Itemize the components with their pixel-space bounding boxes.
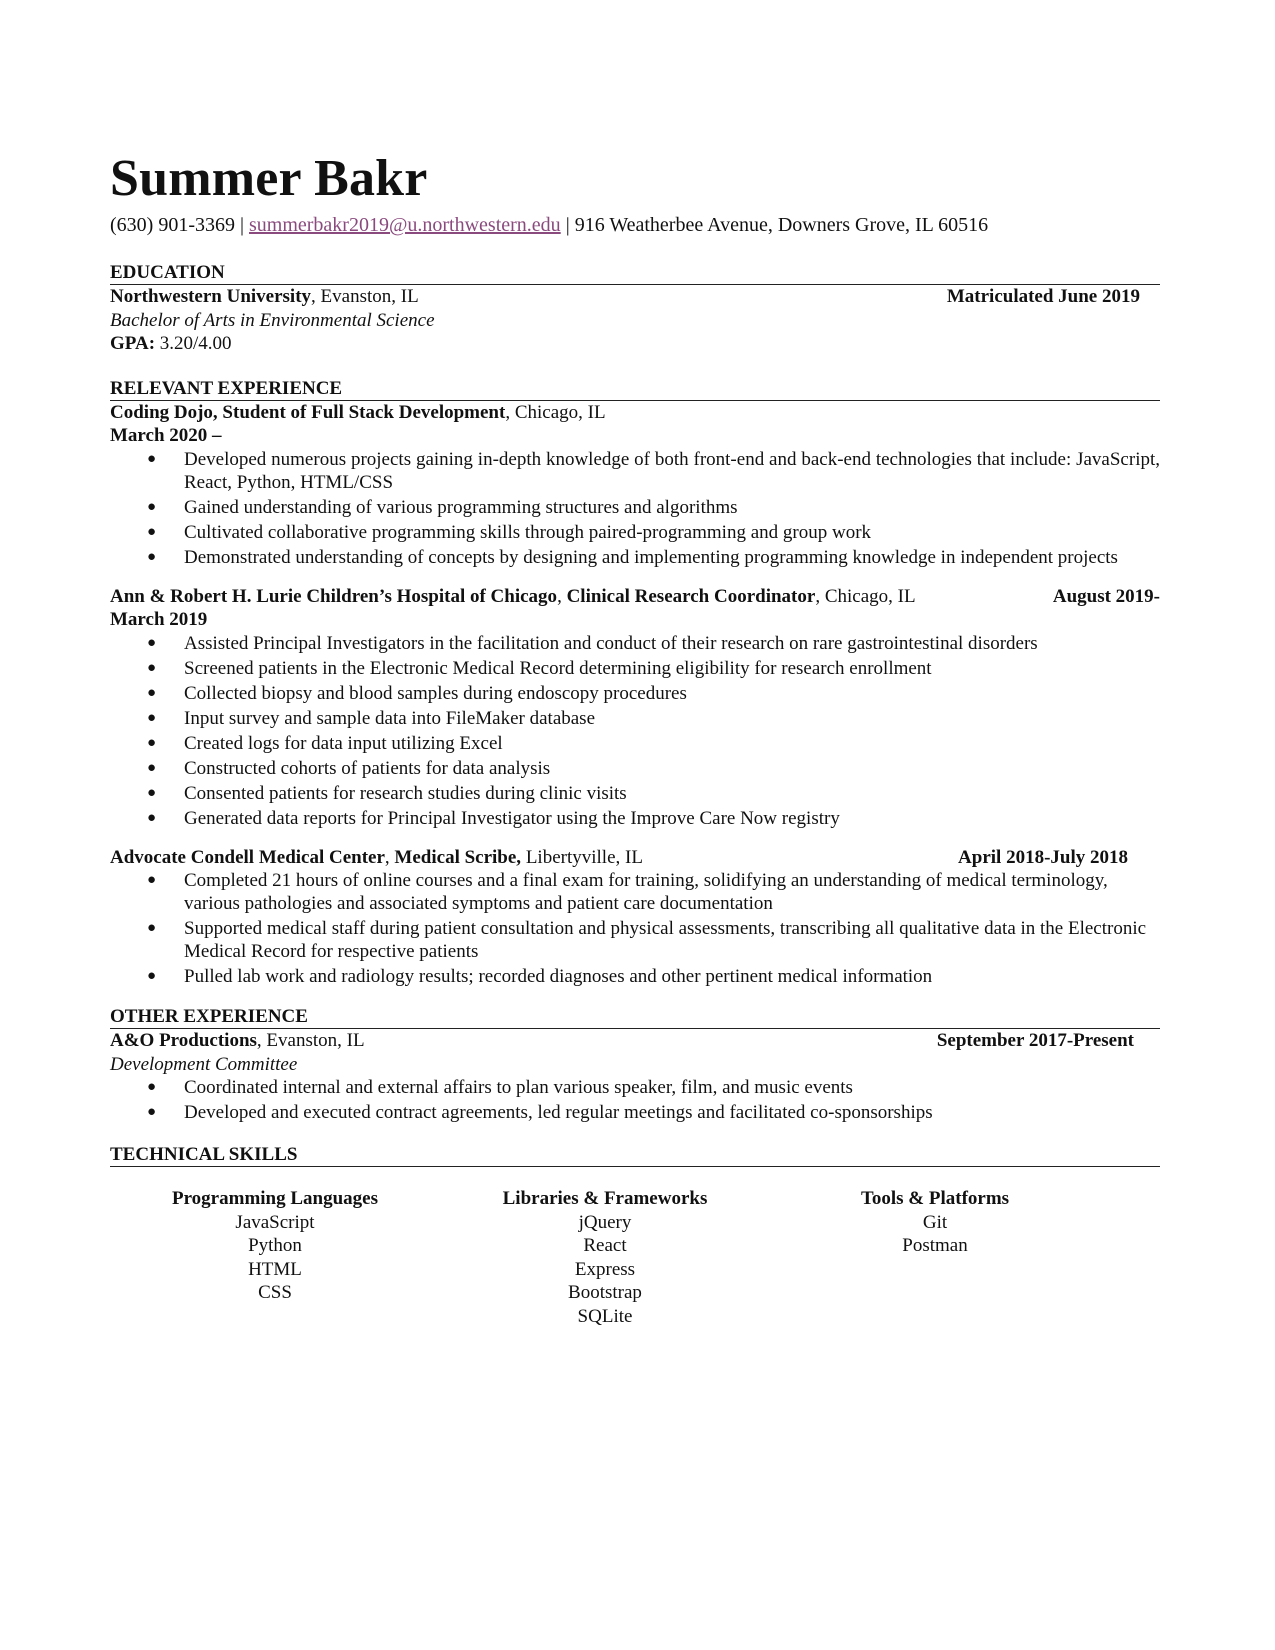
bullet-icon: ●	[147, 809, 157, 826]
list-item: ● Cultivated collaborative programming skills through paired-programming and group work	[147, 521, 872, 543]
job-coding-dojo	[110, 401, 1160, 569]
bullet-list	[110, 869, 1160, 988]
job-location: , Chicago, IL	[505, 401, 606, 423]
list-item: ● Constructed cohorts of patients for data analysis	[147, 757, 551, 779]
job-advocate-condell	[110, 846, 1160, 989]
bullet-icon: ●	[147, 659, 157, 676]
gpa-line	[110, 332, 1160, 356]
bullet-list	[110, 632, 1160, 830]
job-org: Advocate Condell Medical Center	[110, 846, 385, 868]
bullet-list	[110, 448, 1160, 569]
list-item: ● Screened patients in the Electronic Medical Record determining eligibility for research enrollment	[147, 657, 932, 679]
bullet-icon: ●	[147, 920, 157, 936]
list-item: ● Collected biopsy and blood samples during endoscopy procedures	[147, 682, 687, 704]
other-org-line	[110, 1029, 1160, 1053]
list-item: ● Consented patients for research studies during clinic visits	[147, 782, 627, 804]
job-header	[110, 846, 1160, 870]
bullet-icon: ●	[147, 1079, 157, 1095]
job-location: Libertyville, IL	[521, 846, 643, 868]
education-school-line	[110, 285, 1160, 309]
list-item: ● Supported medical staff during patient consultation and physical assessments, transcribing all qualitative data in the Electronic Medical Record for respective patients	[147, 918, 1147, 962]
list-item: ● Demonstrated understanding of concepts by designing and implementing programming knowledge in independent projects	[147, 546, 1118, 568]
bullet-icon: ●	[147, 872, 157, 888]
separator: |	[565, 214, 570, 236]
job-header	[110, 401, 1160, 425]
list-item: ● Completed 21 hours of online courses and a final exam for training, solidifying an understanding of medical terminology, various pathologies and associated symptoms and patient care documentation	[147, 870, 1108, 914]
bullet-icon: ●	[147, 1104, 157, 1120]
job-header	[110, 585, 1160, 609]
job-lurie-childrens	[110, 585, 1160, 830]
job-date-start: August 2019-	[1052, 585, 1160, 607]
bullet-icon: ●	[147, 709, 157, 726]
gpa-label: GPA:	[110, 333, 156, 354]
section-title-other: OTHER EXPERIENCE	[110, 1006, 1160, 1029]
resume-page	[110, 150, 1160, 1328]
bullet-icon: ●	[147, 634, 157, 651]
job-location: , Chicago, IL	[815, 585, 916, 607]
school-location: , Evanston, IL	[311, 286, 419, 307]
job-org: Coding Dojo, Student of Full Stack Development	[110, 401, 506, 423]
skills-column-tools: Tools & Platforms Git Postman	[860, 1188, 1010, 1256]
list-item: ● Input survey and sample data into FileMaker database	[147, 707, 596, 729]
other-location: , Evanston, IL	[256, 1030, 365, 1051]
bullet-icon: ●	[147, 523, 157, 540]
list-item: ● Assisted Principal Investigators in the facilitation and conduct of their research on rare gastrointestinal disorders	[147, 632, 1038, 654]
job-role: Clinical Research Coordinator	[566, 585, 816, 607]
job-date: March 2020 –	[110, 425, 222, 446]
bullet-icon: ●	[147, 734, 157, 751]
bullet-icon: ●	[147, 784, 157, 801]
list-item: ● Pulled lab work and radiology results; recorded diagnoses and other pertinent medical information	[147, 966, 933, 987]
other-role: Development Committee	[110, 1053, 298, 1075]
bullet-icon: ●	[147, 759, 157, 776]
section-title-skills: TECHNICAL SKILLS	[110, 1144, 1160, 1167]
list-item: ● Developed numerous projects gaining in-depth knowledge of both front-end and back-end technologies that include: JavaScript, React, Python, HTML/CSS	[147, 448, 1160, 493]
list-item: ● Developed and executed contract agreements, led regular meetings and facilitated co-sponsorships	[147, 1102, 933, 1123]
bullet-icon: ●	[147, 684, 157, 701]
address: 916 Weatherbee Avenue, Downers Grove, IL 60516	[574, 214, 989, 236]
degree: Bachelor of Arts in Environmental Science	[110, 309, 435, 331]
comma: ,	[384, 846, 395, 868]
bullet-icon: ●	[147, 450, 157, 467]
section-title-education: EDUCATION	[110, 262, 1160, 285]
bullet-icon: ●	[147, 498, 157, 515]
school-name: Northwestern University	[110, 286, 312, 307]
bullet-icon: ●	[147, 968, 157, 984]
relevant-experience-section	[110, 378, 1160, 989]
job-role: Medical Scribe,	[394, 846, 522, 868]
bullet-icon: ●	[147, 548, 157, 565]
gpa-value: 3.20/4.00	[155, 333, 232, 354]
list-item: ● Coordinated internal and external affairs to plan various speaker, film, and music events	[147, 1077, 853, 1098]
job-org: Ann & Robert H. Lurie Children’s Hospital of Chicago	[110, 585, 558, 607]
comma: ,	[557, 585, 567, 607]
list-item: ● Created logs for data input utilizing Excel	[147, 732, 503, 754]
phone-number: (630) 901-3369	[110, 214, 235, 236]
skills-column-libraries: Libraries & Frameworks jQuery React Express Bootstrap SQLite	[502, 1188, 708, 1327]
section-title-relevant: RELEVANT EXPERIENCE	[110, 378, 1160, 401]
list-item: ● Generated data reports for Principal Investigator using the Improve Care Now registry	[147, 807, 840, 829]
education-section	[110, 262, 1160, 356]
list-item: ● Gained understanding of various programming structures and algorithms	[147, 496, 738, 518]
email-link[interactable]: summerbakr2019@u.northwestern.edu	[249, 214, 561, 236]
job-date-end: March 2019	[110, 609, 208, 630]
job-date: April 2018-July 2018	[958, 846, 1128, 868]
skills-column-languages: Programming Languages JavaScript Python HTML CSS	[171, 1188, 378, 1303]
candidate-name: Summer Bakr	[110, 150, 428, 207]
skills-columns	[110, 1187, 1160, 1328]
contact-line	[110, 212, 1160, 238]
technical-skills-section	[110, 1144, 1160, 1328]
education-date: Matriculated June 2019	[946, 286, 1140, 307]
bullet-list	[110, 1076, 1160, 1124]
other-date: September 2017-Present	[936, 1030, 1134, 1051]
other-org: A&O Productions	[110, 1030, 257, 1051]
separator: |	[239, 214, 244, 236]
other-experience-section	[110, 1006, 1160, 1124]
